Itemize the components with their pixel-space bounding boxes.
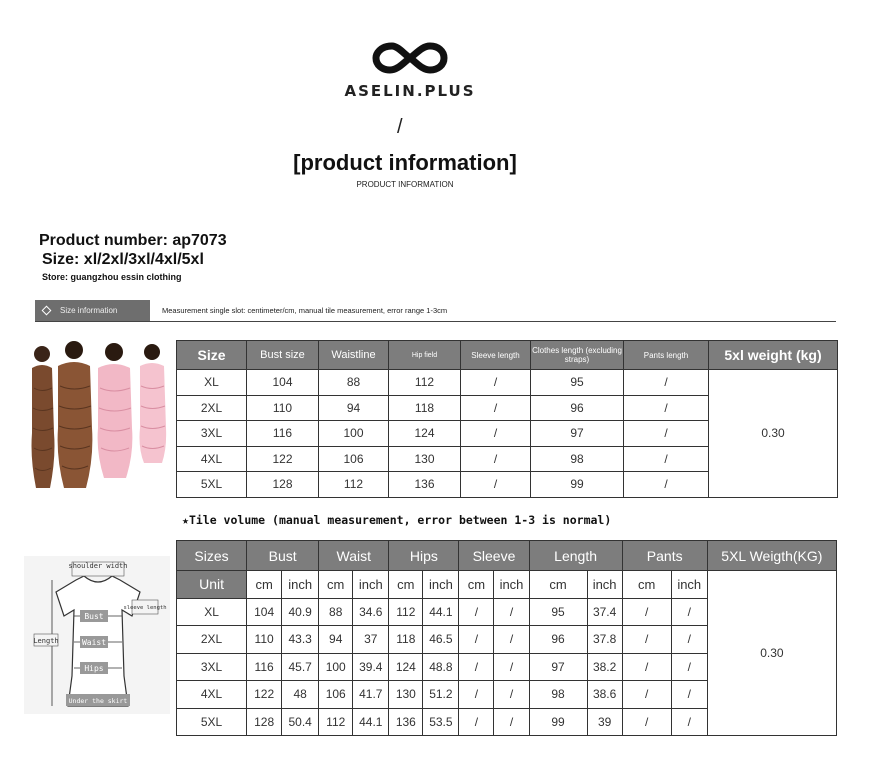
cell: /: [459, 708, 494, 736]
cell: 39: [587, 708, 622, 736]
header-weight: 5xl weight (kg): [709, 341, 838, 370]
cell: 116: [247, 653, 282, 681]
cell: XL: [177, 598, 247, 626]
cell: 124: [389, 653, 423, 681]
cell: /: [461, 421, 531, 447]
cell: /: [622, 681, 671, 709]
cell: 37: [353, 626, 389, 654]
unit-cell: cm: [622, 571, 671, 599]
cell: /: [461, 446, 531, 472]
cell: /: [624, 446, 709, 472]
cell: 124: [389, 421, 461, 447]
cell: 112: [319, 472, 389, 498]
cell: 104: [247, 370, 319, 396]
cell: 48: [282, 681, 319, 709]
header-pants: Pants: [622, 541, 707, 571]
product-photo: [24, 338, 170, 496]
cell: 41.7: [353, 681, 389, 709]
cell: 128: [247, 472, 319, 498]
table-row: [177, 370, 838, 396]
cell: 112: [319, 708, 353, 736]
cell: 100: [319, 421, 389, 447]
table-header-row: [177, 341, 838, 370]
cell: /: [624, 421, 709, 447]
header-hip: Hip field: [389, 341, 461, 370]
cell: 53.5: [423, 708, 459, 736]
cell: 5XL: [177, 708, 247, 736]
cell: 46.5: [423, 626, 459, 654]
star-icon: ★: [182, 513, 189, 527]
hips-label: Hips: [84, 664, 104, 673]
size-information-bar: [35, 300, 150, 321]
cell: 97: [529, 653, 587, 681]
cell: 45.7: [282, 653, 319, 681]
tile-volume-text: Tile volume (manual measurement, error between 1-3 is normal): [188, 513, 612, 527]
sleeve-label: sleeve length: [123, 605, 167, 611]
brand-logo: [360, 38, 460, 78]
cell: 98: [529, 681, 587, 709]
header-size: Size: [177, 341, 247, 370]
cell: 100: [319, 653, 353, 681]
cell: 118: [389, 626, 423, 654]
cell: /: [461, 370, 531, 396]
unit-cell: cm: [459, 571, 494, 599]
cell: /: [622, 708, 671, 736]
cell: 44.1: [423, 598, 459, 626]
cell: 96: [531, 395, 624, 421]
unit-cell: cm: [247, 571, 282, 599]
cell: 39.4: [353, 653, 389, 681]
header-sizes: Sizes: [177, 541, 247, 571]
unit-cell: inch: [494, 571, 529, 599]
cell: 48.8: [423, 653, 459, 681]
tile-volume-note: [182, 513, 611, 527]
weight-cell: 0.30: [709, 370, 838, 498]
header-clothes-length: Clothes length (excluding straps): [531, 341, 624, 370]
unit-cell: cm: [529, 571, 587, 599]
measurement-note: Measurement single slot: centimeter/cm, manual tile measurement, error range 1-3cm: [162, 306, 448, 315]
brand-name: ASELIN.PLUS: [344, 82, 476, 100]
cell: 4XL: [177, 446, 247, 472]
cell: 106: [319, 446, 389, 472]
cell: /: [671, 681, 707, 709]
cell: /: [461, 395, 531, 421]
cell: 96: [529, 626, 587, 654]
header-hips: Hips: [389, 541, 459, 571]
page-title: [product information]: [293, 150, 517, 175]
diamond-icon: [42, 306, 52, 316]
size-table-cm: [176, 340, 838, 498]
unit-cell: inch: [423, 571, 459, 599]
cell: 4XL: [177, 681, 247, 709]
measurement-diagram: [24, 556, 170, 714]
page-subtitle: PRODUCT INFORMATION: [356, 180, 454, 189]
size-table-cm-inch: [176, 540, 837, 736]
cell: 5XL: [177, 472, 247, 498]
cell: 99: [531, 472, 624, 498]
unit-cell: inch: [587, 571, 622, 599]
cell: /: [494, 653, 529, 681]
cell: 3XL: [177, 421, 247, 447]
cell: /: [622, 653, 671, 681]
shoulder-label: shoulder width: [68, 562, 128, 570]
cell: /: [624, 395, 709, 421]
cell: 116: [247, 421, 319, 447]
size-information-label: Size information: [60, 306, 118, 315]
cell: 112: [389, 370, 461, 396]
cell: 38.2: [587, 653, 622, 681]
unit-cell: inch: [353, 571, 389, 599]
cell: 97: [531, 421, 624, 447]
cell: 122: [247, 446, 319, 472]
cell: 2XL: [177, 395, 247, 421]
cell: /: [459, 681, 494, 709]
cell: 44.1: [353, 708, 389, 736]
weight-cell: 0.30: [707, 571, 836, 736]
cell: 128: [247, 708, 282, 736]
length-label: Length: [33, 637, 59, 645]
cell: /: [622, 626, 671, 654]
header-pants: Pants length: [624, 341, 709, 370]
cell: /: [494, 598, 529, 626]
cell: 106: [319, 681, 353, 709]
cell: 2XL: [177, 626, 247, 654]
cell: /: [671, 626, 707, 654]
unit-cell: inch: [282, 571, 319, 599]
cell: /: [494, 708, 529, 736]
unit-label: Unit: [177, 571, 247, 599]
unit-cell: cm: [389, 571, 423, 599]
header-bust: Bust: [247, 541, 319, 571]
infinity-logo-icon: [370, 38, 450, 78]
cell: /: [671, 708, 707, 736]
cell: /: [624, 370, 709, 396]
header-length: Length: [529, 541, 622, 571]
cell: 94: [319, 395, 389, 421]
cell: 3XL: [177, 653, 247, 681]
unit-cell: cm: [319, 571, 353, 599]
product-sizes: Size: xl/2xl/3xl/4xl/5xl: [42, 251, 204, 268]
cell: 88: [319, 370, 389, 396]
product-number: Product number: ap7073: [39, 232, 227, 249]
cell: 95: [529, 598, 587, 626]
header-waist: Waistline: [319, 341, 389, 370]
cell: 122: [247, 681, 282, 709]
waist-label: Waist: [81, 638, 107, 647]
cell: 99: [529, 708, 587, 736]
cell: 95: [531, 370, 624, 396]
cell: 130: [389, 446, 461, 472]
cell: 136: [389, 472, 461, 498]
cell: /: [671, 653, 707, 681]
cell: 118: [389, 395, 461, 421]
cell: 130: [389, 681, 423, 709]
unit-row: [177, 571, 837, 599]
cell: 34.6: [353, 598, 389, 626]
cell: 37.4: [587, 598, 622, 626]
header-sleeve: Sleeve: [459, 541, 529, 571]
cell: 112: [389, 598, 423, 626]
cell: /: [671, 598, 707, 626]
cell: 51.2: [423, 681, 459, 709]
cell: 110: [247, 626, 282, 654]
cell: 94: [319, 626, 353, 654]
cell: 110: [247, 395, 319, 421]
header-weight: 5XL Weigth(KG): [707, 541, 836, 571]
cell: /: [494, 626, 529, 654]
header-bust: Bust size: [247, 341, 319, 370]
cell: /: [459, 626, 494, 654]
cell: 43.3: [282, 626, 319, 654]
cell: /: [494, 681, 529, 709]
cell: 38.6: [587, 681, 622, 709]
cell: 88: [319, 598, 353, 626]
cell: 37.8: [587, 626, 622, 654]
cell: /: [459, 598, 494, 626]
cell: 98: [531, 446, 624, 472]
cell: 50.4: [282, 708, 319, 736]
cell: /: [459, 653, 494, 681]
divider-line: [35, 321, 836, 322]
table-header-row: [177, 541, 837, 571]
cell: 104: [247, 598, 282, 626]
header-sleeve: Sleeve length: [461, 341, 531, 370]
header-waist: Waist: [319, 541, 389, 571]
cell: /: [461, 472, 531, 498]
cell: XL: [177, 370, 247, 396]
cell: 40.9: [282, 598, 319, 626]
slash-divider: /: [397, 116, 403, 138]
cell: /: [624, 472, 709, 498]
cell: 136: [389, 708, 423, 736]
bust-label: Bust: [84, 612, 104, 621]
product-store: Store: guangzhou essin clothing: [42, 272, 182, 282]
unit-cell: inch: [671, 571, 707, 599]
cell: /: [622, 598, 671, 626]
hem-label: Under the skirt: [68, 697, 128, 705]
